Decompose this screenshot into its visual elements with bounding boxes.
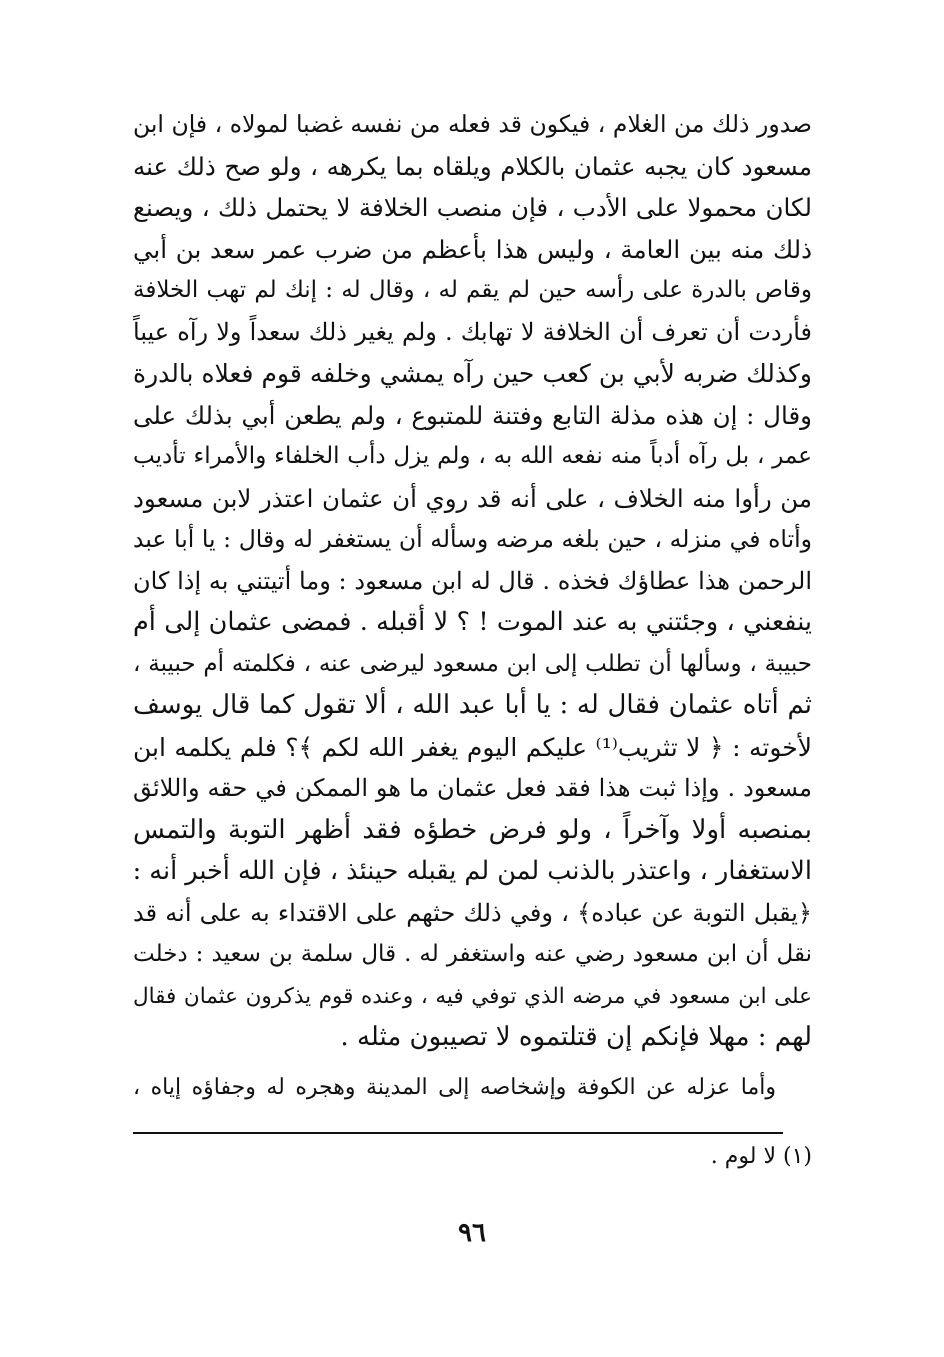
text-line: الاستغفار ، واعتذر بالذنب لمن لم يقبله حينئذ ، فإن الله أخبر أنه : — [132, 856, 812, 886]
text-line: وكذلك ضربه لأبي بن كعب حين رآه يمشي وخلفه قوم فعلاه بالدرة — [133, 359, 812, 388]
text-line: حبيبة ، وسألها أن تطلب إلى ابن مسعود ليرضى عنه ، فكلمته أم حبيبة ، — [133, 650, 812, 677]
text-line: فأردت أن تعرف أن الخلافة لا تهابك . ولم يغير ذلك سعداً ولا رآه عيباً — [133, 317, 812, 346]
text-line: لهم : مهلا فإنكم إن قتلتموه لا تصيبون مثله . — [340, 1022, 812, 1052]
text-line: وقال : إن هذه مذلة التابع وفتنة للمتبوع ، ولم يطعن أبي بذلك على — [133, 400, 812, 430]
main-text — [133, 104, 812, 1108]
paragraph-gap — [133, 1059, 812, 1067]
text-line: وقاص بالدرة على رأسه حين لم يقم له ، وقال له : إنك لم تهب الخلافة — [133, 277, 813, 303]
text-line: مسعود . وإذا ثبت هذا فقد فعل عثمان ما هو الممكن في حقه واللائق — [133, 774, 812, 802]
text-line-next-paragraph: وأما عزله عن الكوفة وإشخاصه إلى المدينة وهجره له وجفاؤه إياه ، — [133, 1074, 776, 1100]
text-line: مسعود كان يجبه عثمان بالكلام ويلقاه بما يكرهه ، ولو صح ذلك عنه — [133, 151, 812, 181]
text-line: ﴿يقبل التوبة عن عباده﴾ ، وفي ذلك حثهم على الاقتداء به على أنه قد — [133, 898, 813, 927]
text-line: بمنصبه أولا وآخراً ، ولو فرض خطؤه فقد أظهر التوبة والتمس — [133, 814, 812, 845]
text-line: ذلك منه بين العامة ، وليس هذا بأعظم من ضرب عمر سعد بن أبي — [133, 234, 812, 264]
footnote-divider — [133, 1132, 783, 1134]
text-line: الرحمن هذا عطاؤك فخذه . قال له ابن مسعود : وما أتيتني به إذا كان — [133, 566, 812, 595]
text-line: من رأوا منه الخلاف ، على أنه قد روي أن عثمان اعتذر لابن مسعود — [133, 483, 812, 513]
footnote: (١) لا لوم . — [710, 1144, 812, 1169]
text-line: وأتاه في منزله ، حين بلغه مرضه وسأله أن يستغفر له وقال : يا أبا عبد — [133, 525, 812, 553]
text-line: لأخوته : ﴿ لا تثريب⁽¹⁾ عليكم اليوم يغفر الله لكم ﴾؟ فلم يكلمه ابن — [133, 732, 812, 762]
text-line: ينفعني ، وجئتني به عند الموت ! ؟ لا أقبله . فمضى عثمان إلى أم — [133, 607, 812, 637]
page-number: ٩٦ — [458, 1218, 486, 1248]
text-line: ثم أتاه عثمان فقال له : يا أبا عبد الله ، ألا تقول كما قال يوسف — [133, 690, 812, 720]
text-line: نقل أن ابن مسعود رضي عنه واستغفر له . قال سلمة بن سعيد : دخلت — [133, 941, 812, 967]
text-line: على ابن مسعود في مرضه الذي توفي فيه ، وعنده قوم يذكرون عثمان فقال — [133, 983, 812, 1009]
text-line: عمر ، بل رآه أدباً منه نفعه الله به ، ولم يزل دأب الخلفاء والأمراء تأديب — [133, 443, 812, 469]
text-line: صدور ذلك من الغلام ، فيكون قد فعله من نفسه غضبا لمولاه ، فإن ابن — [133, 110, 812, 138]
text-line: لكان محمولا على الأدب ، فإن منصب الخلافة لا يحتمل ذلك ، ويصنع — [133, 193, 812, 222]
